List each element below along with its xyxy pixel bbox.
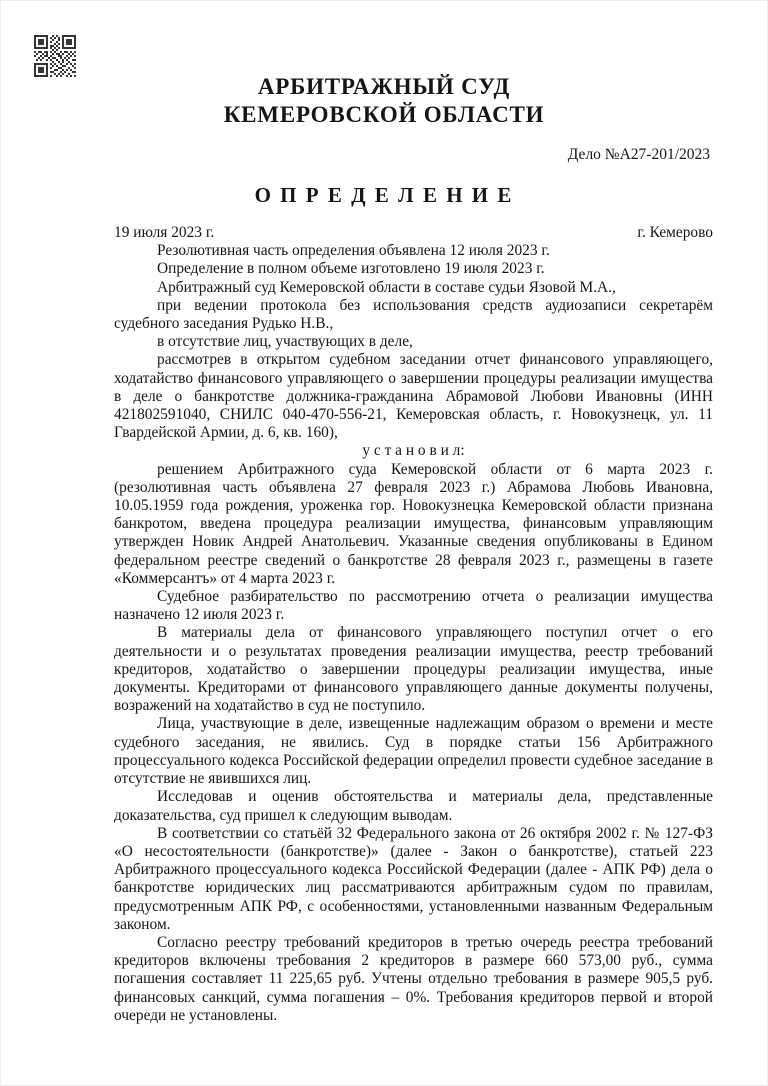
case-number: Дело №А27-201/2023 bbox=[567, 146, 710, 163]
document-paragraph: Судебное разбирательство по рассмотрению отчета о реализации имущества назначено 12 июля 2023 г. bbox=[114, 588, 713, 624]
document-paragraph: В материалы дела от финансового управляющего поступил отчет о его деятельности и о результатах проведения реализации имущества, реестр требований кредиторов, ходатайство о завершении процедуры реализации имущества, иные документы. Кредиторами от финансового управляющего данные документы получены, возражений на ходатайство в суд не поступило. bbox=[114, 624, 713, 715]
document-paragraph: Исследовав и оценив обстоятельства и материалы дела, представленные доказательства, суд пришел к следующим выводам. bbox=[114, 788, 713, 824]
intro-paragraphs bbox=[114, 242, 713, 442]
court-name-line1: АРБИТРАЖНЫЙ СУД bbox=[257, 74, 511, 99]
document-paragraph: в отсутствие лиц, участвующих в деле, bbox=[157, 333, 413, 351]
document-paragraph: В соответствии со статьёй 32 Федерального закона от 26 октября 2002 г. № 127-ФЗ «О несостоятельности (банкротстве)» (далее - Закон о банкротстве), статьей 223 Арбитражного процессуального кодекса Российской Федерации (далее - АПК РФ) дела о банкротстве юридических лиц рассматриваются арбитражным судом по правилам, предусмотренным АПК РФ, с особенностями, установленными названным Федеральным законом. bbox=[114, 824, 713, 933]
decision-city: г. Кемерово bbox=[637, 224, 713, 241]
document-paragraph: Резолютивная часть определения объявлена 12 июля 2023 г. bbox=[157, 242, 550, 260]
document-paragraph: Определение в полном объеме изготовлено 19 июля 2023 г. bbox=[157, 260, 545, 278]
document-title: О П Р Е Д Е Л Е Н И Е bbox=[254, 183, 514, 207]
document-paragraph: при ведении протокола без использования средств аудиозаписи секретарём судебного заседания Рудько Н.В., bbox=[114, 296, 713, 333]
court-header bbox=[1, 1, 767, 129]
document-paragraph: рассмотрев в открытом судебном заседании отчет финансового управляющего, ходатайство финансового управляющего о завершении процедуры реализации имущества в деле о банкротстве должника-гражданина Абрамовой Любови Ивановны (ИНН 421802591040, СНИЛС 040-470-556-21, Кемеровская область, г. Новокузнецк, ул. 11 Гвардейской Армии, д. 6, кв. 160), bbox=[114, 351, 713, 442]
document-paragraph: Арбитражный суд Кемеровской области в составе судьи Язовой М.А., bbox=[157, 278, 616, 296]
date-city-row bbox=[114, 224, 713, 242]
court-name-line2: КЕМЕРОВСКОЙ ОБЛАСТИ bbox=[223, 102, 545, 127]
document-paragraph: Лица, участвующие в деле, извещенные надлежащим образом о времени и месте судебного заседания, не явились. Суд в порядке статьи 156 Арбитражного процессуального кодекса Российской федерации определил провести судебное заседание в отсутствие не явившихся лиц. bbox=[114, 715, 713, 788]
document-paragraph: решением Арбитражного суда Кемеровской области от 6 марта 2023 г. (резолютивная часть объявлена 27 февраля 2023 г.) Абрамова Любовь Ивановна, 10.05.1959 года рождения, уроженка гор. Новокузнецка Кемеровской области признана банкротом, введена процедура реализации имущества, финансовым управляющим утвержден Новик Андрей Анатольевич. Указанные сведения опубликованы в Едином федеральном реестре сведений о банкротстве 28 февраля 2023 г., размещены в газете «Коммерсантъ» от 4 марта 2023 г. bbox=[114, 460, 713, 587]
ruling-keyword: у с т а н о в и л: bbox=[362, 442, 465, 460]
document-body bbox=[114, 224, 713, 1025]
decision-date: 19 июля 2023 г. bbox=[114, 224, 215, 241]
body-paragraphs bbox=[114, 461, 713, 1025]
document-paragraph: Согласно реестру требований кредиторов в третью очередь реестра требований кредиторов включены требования 2 кредиторов в размере 660 573,00 руб., сумма погашения составляет 11 225,65 руб. Учтены отдельно требования в размере 905,5 руб. финансовых санкций, сумма погашения – 0%. Требования кредиторов первой и второй очереди не установлены. bbox=[114, 933, 713, 1024]
qr-code-icon bbox=[34, 35, 76, 77]
